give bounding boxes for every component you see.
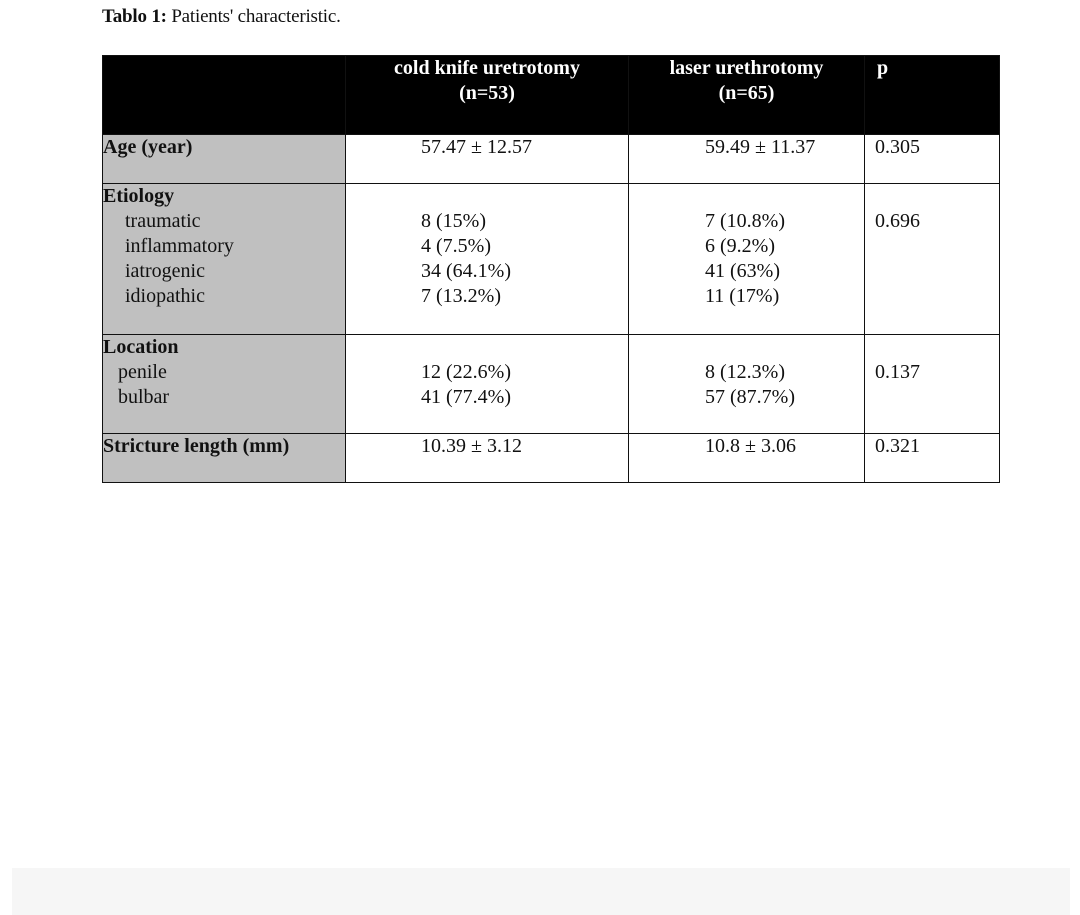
header-empty-cell: [103, 56, 346, 135]
row-label-stricture: Stricture length (mm): [103, 434, 346, 483]
etiology-laser-value: 11 (17%): [705, 285, 780, 307]
header-laser: [629, 56, 865, 135]
cell-stricture-p: 0.321: [865, 434, 1000, 483]
table-row-etiology: [103, 184, 1000, 335]
location-cold-value: 12 (22.6%): [421, 361, 511, 383]
etiology-cold-value: 7 (13.2%): [421, 285, 501, 307]
location-cold-value: 41 (77.4%): [421, 386, 511, 408]
cell-etiology-cold: [346, 184, 629, 335]
cell-location-cold: [346, 335, 629, 434]
header-p: p: [865, 56, 1000, 135]
location-heading: Location: [103, 336, 179, 358]
cell-location-laser: [629, 335, 865, 434]
etiology-cold-value: 34 (64.1%): [421, 260, 511, 282]
cell-age-cold: 57.47 ± 12.57: [346, 135, 629, 184]
etiology-laser-value: 41 (63%): [705, 260, 780, 282]
header-laser-n: (n=65): [718, 82, 775, 104]
row-label-location: [103, 335, 346, 434]
etiology-heading: Etiology: [103, 185, 175, 207]
etiology-item-label: inflammatory: [125, 235, 234, 257]
caption-label: Tablo 1:: [102, 6, 167, 27]
etiology-cold-value: 8 (15%): [421, 210, 486, 232]
cell-etiology-p: [865, 184, 1000, 335]
location-item-label: bulbar: [118, 386, 170, 408]
cell-etiology-laser: [629, 184, 865, 335]
table-row-location: [103, 335, 1000, 434]
etiology-laser-value: 7 (10.8%): [705, 210, 785, 232]
location-item-label: penile: [118, 361, 167, 383]
table-caption: [102, 6, 341, 28]
row-label-age: Age (year): [103, 135, 346, 184]
row-label-etiology: [103, 184, 346, 335]
table-row-stricture: [103, 434, 1000, 483]
location-p-value: 0.137: [875, 361, 920, 383]
table-header-row: [103, 56, 1000, 135]
cell-location-p: [865, 335, 1000, 434]
header-cold-knife-title: cold knife uretrotomy: [394, 57, 580, 79]
header-laser-title: laser urethrotomy: [669, 57, 824, 79]
table-row-age: [103, 135, 1000, 184]
page-bottom-shade: [12, 868, 1070, 915]
patients-characteristic-table: [102, 55, 1000, 483]
header-cold-knife-n: (n=53): [459, 82, 515, 104]
etiology-p-value: 0.696: [875, 210, 920, 232]
etiology-item-label: iatrogenic: [125, 260, 205, 282]
header-cold-knife: [346, 56, 629, 135]
cell-stricture-cold: 10.39 ± 3.12: [346, 434, 629, 483]
cell-age-p: 0.305: [865, 135, 1000, 184]
etiology-item-label: idiopathic: [125, 285, 205, 307]
location-laser-value: 8 (12.3%): [705, 361, 785, 383]
etiology-item-label: traumatic: [125, 210, 201, 232]
caption-text: Patients' characteristic.: [166, 6, 341, 27]
etiology-laser-value: 6 (9.2%): [705, 235, 775, 257]
location-laser-value: 57 (87.7%): [705, 386, 795, 408]
cell-age-laser: 59.49 ± 11.37: [629, 135, 865, 184]
etiology-cold-value: 4 (7.5%): [421, 235, 491, 257]
cell-stricture-laser: 10.8 ± 3.06: [629, 434, 865, 483]
